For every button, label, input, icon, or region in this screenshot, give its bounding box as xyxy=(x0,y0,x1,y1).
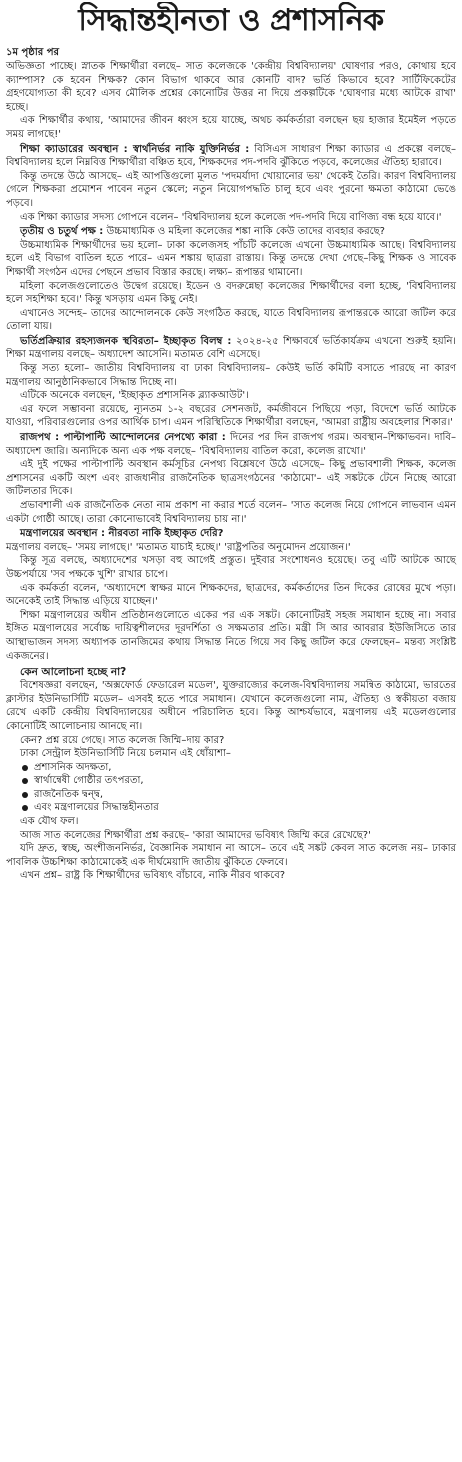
paragraph: মহিলা কলেজগুলোতেও উদ্বেগ রয়েছে। ইডেন ও বদরুন্নেছা কলেজের শিক্ষার্থীদের বলা হচ্ছে, 'বিশ্ববিদ্যালয় হলে সহশিক্ষা হবে।' কিন্তু খসড়ায় এমন কিছু নেই। xyxy=(6,280,456,306)
paragraph: উচ্চমাধ্যমিক শিক্ষার্থীদের ভয় হলো– ঢাকা কলেজসহ পাঁচটি কলেজে এখনো উচ্চমাধ্যমিক আছে। বিশ্ববিদ্যালয় হলে এই বিভাগ বাতিল হতে পারে– এমন শঙ্কায় ছাত্ররা রাস্তায়। কিন্তু তদন্তে দেখা গেছে–কিছু শিক্ষক ও সাবেক শিক্ষার্থী সংগঠন এদের পেছনে প্রভাব বিস্তার করছে। লক্ষ্য– রূপান্তর থামানো। xyxy=(6,239,456,278)
paragraph: অভিজ্ঞতা পাচ্ছে। স্নাতক শিক্ষার্থীরা বলছে– সাত কলেজকে 'কেন্দ্রীয় বিশ্ববিদ্যালয়' ঘোষণার পরও, কোথায় হবে ক্যাম্পাস? কে হবেন শিক্ষক? কোন বিভাগ থাকবে আর কোনটি বাদ? ভর্তি কিভাবে হবে? সার্টিফিকেটের গ্রহণযোগ্যতা কী হবে? এসব মৌলিক প্রশ্নের কোনোটির উত্তর না দিয়ে প্রকল্পটিকে 'ঘোষণার মধ্যে আটকে রাখা' হচ্ছে। xyxy=(6,61,456,113)
paragraph: এটিকে অনেকে বলছেন, 'ইচ্ছাকৃত প্রশাসনিক ব্ল্যাকআউট'। xyxy=(20,390,249,402)
paragraph: কিন্তু তদন্তে উঠে আসছে– এই আপত্তিগুলো মূলত 'পদমর্যাদা খোয়ানোর ভয়' থেকেই তৈরি। কারণ বিশ্ববিদ্যালয় গেলে শিক্ষকরা প্রমোশন পাবেন নতুন স্কেলে; নতুন নিয়োগপদ্ধতি চালু হবে এবং পুরনো ক্ষমতা কাঠামো ভেঙে পড়বে। xyxy=(6,170,456,209)
paragraph: এক কর্মকর্তা বলেন, 'অধ্যাদেশে স্বাক্ষর মানে শিক্ষকদের, ছাত্রদের, কর্মকর্তাদের তিন দিকের রোষের মুখে পড়া। অনেকেই তাই সিদ্ধান্ত এড়িয়ে যাচ্ছেন।' xyxy=(6,582,456,608)
paragraph: এখানেও সন্দেহ– তাদের আন্দোলনকে কেউ সংগঠিত করছে, যাতে বিশ্ববিদ্যালয় রূপান্তরকে আরো জটিল করে তোলা যায়। xyxy=(6,307,456,333)
bullet-list xyxy=(20,761,456,815)
paragraph: কিন্তু সূত্র বলছে, অধ্যাদেশের খসড়া বহু আগেই প্রস্তুত। দুইবার সংশোধনও হয়েছে। তবু এটি আটকে আছে উচ্চপর্যায়ে 'সব পক্ষকে খুশি' রাখার চাপে। xyxy=(6,555,456,580)
section-text: বিসিএস সাধারণ শিক্ষা ক্যাডার এ প্রকল্পে বলছে– বিশ্ববিদ্যালয় হলে নিম্নবিত্ত শিক্ষার্থীরা বঞ্চিত হবে, শিক্ষকদের পদ-পদবি ঝুঁকিতে পড়বে, কলেজের ঐতিহ্য হারাবে। xyxy=(6,143,456,169)
paragraph: বিশেষজ্ঞরা বলছেন, 'অক্সফোর্ড ফেডারেল মডেল', যুক্তরাজ্যের কলেজ-বিশ্ববিদ্যালয় সমন্বিত কাঠামো, ভারতের ক্লাস্টার ইউনিভার্সিটি মডেল– এসবই হতে পারে সমাধান। যেখানে কলেজগুলো নাম, ঐতিহ্য ও স্বকীয়তা বজায় রেখে একটি কেন্দ্রীয় বিশ্ববিদ্যালয়ের অধীনে পরিচালিত হবে। কিন্তু আশ্চর্যভাবে, মন্ত্রণালয় এই মডেলগুলোর কোনোটিই আলোচনায় আনছে না। xyxy=(6,680,456,732)
paragraph: কিন্তু সত্য হলো– জাতীয় বিশ্ববিদ্যালয় বা ঢাকা বিশ্ববিদ্যালয়– কেউই ভর্তি কমিটি বসাতে পারছে না কারণ মন্ত্রণালয় আনুষ্ঠানিকভাবে সিদ্ধান্ত দিচ্ছে না। xyxy=(6,363,456,388)
article-headline: সিদ্ধান্তহীনতা ও প্রশাসনিক xyxy=(78,3,384,38)
bullet-icon xyxy=(22,805,28,811)
bullet-icon xyxy=(22,778,28,784)
list-item: রাজনৈতিক দ্বন্দ্ব, xyxy=(20,788,456,802)
paragraph: প্রভাবশালী এক রাজনৈতিক নেতা নাম প্রকাশ না করার শর্তে বলেন– 'সাত কলেজ নিয়ে গোপনে লাভবান এমন একটা গোষ্ঠী আছে। তারা কোনোভাবেই বিশ্ববিদ্যালয় চায় না।' xyxy=(6,500,456,525)
article-page xyxy=(0,2,462,1462)
list-item: এবং মন্ত্রণালয়ের সিদ্ধান্তহীনতার xyxy=(20,801,456,815)
paragraph: মন্ত্রণালয় বলছে– 'সময় লাগছে।' 'মতামত যাচাই হচ্ছে।' 'রাষ্ট্রপতির অনুমোদন প্রয়োজন।' xyxy=(6,541,351,553)
section-heading: রাজপথ : পাল্টাপাল্টি আন্দোলনের নেপথ্যে কারা : xyxy=(20,432,226,444)
paragraph: কেন? প্রশ্ন রয়ে গেছে। সাত কলেজ জিম্মি–দায় কার? xyxy=(20,734,225,746)
section-paragraph xyxy=(6,143,456,170)
paragraph: এর ফলে সম্ভাবনা রয়েছে, ন্যূনতম ১-২ বছরের সেশনজট, কর্মজীবনে পিছিয়ে পড়া, বিদেশে ভর্তি আটকে যাওয়া, পরিবারগুলোর ওপর আর্থিক চাপ। এমন পরিস্থিতিকে শিক্ষার্থীরা বলছেন, 'আমরা রাষ্ট্রীয় অবহেলার শিকার।' xyxy=(6,403,456,429)
paragraph: শিক্ষা মন্ত্রণালয়ের অধীন প্রতিষ্ঠানগুলোতে একের পর এক সঙ্কট। কোনোটিরই সহজ সমাধান হচ্ছে না। সবার ইঙ্গিত মন্ত্রণালয়ের সর্বোচ্চ দায়িত্বশীলদের দূরদর্শিতা ও সক্ষমতার প্রতি। মন্ত্রী সি আর আবরার ইউজিসিতে তার আস্থাভাজন সদস্য অধ্যাপক তানজিমের কথায় সিদ্ধান্ত নিতে গিয়ে সব কিছু জটিল করে ফেলছেন– মন্তব্য সংশ্লিষ্ট একজনের। xyxy=(6,609,456,662)
section-paragraph xyxy=(6,335,456,362)
paragraph: যদি দ্রুত, স্বচ্ছ, অংশীজননির্ভর, বৈজ্ঞানিক সমাধান না আসে– তবে এই সঙ্কট কেবল সাত কলেজ নয়– ঢাকার পাবলিক উচ্চশিক্ষা কাঠামোকেই এক দীর্ঘমেয়াদি জাতীয় ঝুঁকিতে ফেলবে। xyxy=(6,843,456,868)
section-heading: কেন আলোচনা হচ্ছে না? xyxy=(20,666,127,679)
paragraph: এখন প্রশ্ন– রাষ্ট্র কি শিক্ষার্থীদের ভবিষ্যৎ বাঁচাবে, নাকি নীরব থাকবে? xyxy=(20,870,286,882)
section-heading: তৃতীয় ও চতুর্থ পক্ষ : xyxy=(20,226,104,238)
paragraph: এক যৌথ ফল। xyxy=(20,816,79,828)
section-text: ২০২৪-২৫ শিক্ষাবর্ষে ভর্তিকার্যক্রম এখনো শুরুই হয়নি। শিক্ষা মন্ত্রণালয় বলছে– অধ্যাদেশ আসেনি। মতামত বেশি এসেছে। xyxy=(6,335,456,361)
section-heading: ভর্তিপ্রক্রিয়ার রহস্যজনক স্থবিরতা– ইচ্ছাকৃত বিলম্ব : xyxy=(20,335,232,347)
continued-from-label: ১ম পৃষ্ঠার পর xyxy=(6,47,59,58)
section-paragraph xyxy=(6,225,456,239)
list-item: প্রশাসনিক অদক্ষতা, xyxy=(20,761,456,775)
list-item: স্বার্থান্বেষী গোষ্ঠীর তৎপরতা, xyxy=(20,774,456,788)
paragraph: ঢাকা সেন্ট্রাল ইউনিভার্সিটি নিয়ে চলমান এই ধোঁয়াশা– xyxy=(20,748,231,760)
paragraph: এক শিক্ষার্থীর কথায়, 'আমাদের জীবন ধ্বংস হয়ে যাচ্ছে, অথচ কর্মকর্তারা বলছেন ছয় হাজার ইমেইল পড়তে সময় লাগছে!' xyxy=(6,115,456,140)
section-text: উচ্চমাধ্যমিক ও মহিলা কলেজের শঙ্কা নাকি কেউ তাদের ব্যবহার করছে? xyxy=(106,226,385,238)
paragraph: এই দুই পক্ষের পাল্টাপাল্টি অবস্থান কর্মসূচির নেপথ্য বিশ্লেষণে উঠে এসেছে– কিছু প্রভাবশালী শিক্ষক, কলেজ প্রশাসনের একটি অংশ এবং রাজধানীর রাজনৈতিক ছাত্রসংগঠনের 'কাঠামো'– এই সঙ্কটকে টেনে নিচ্ছে আরো জটিলতার দিকে। xyxy=(6,459,456,498)
section-heading: মন্ত্রণালয়ের অবস্থান : নীরবতা নাকি ইচ্ছাকৃত দেরি? xyxy=(20,528,224,540)
section-paragraph xyxy=(6,527,456,541)
bullet-icon xyxy=(22,765,28,771)
section-heading: শিক্ষা ক্যাডারের অবস্থান : স্বার্থনির্ভর নাকি যুক্তিনির্ভর : xyxy=(20,143,250,155)
bullet-icon xyxy=(22,792,28,798)
paragraph: এক শিক্ষা ক্যাডার সদস্য গোপনে বলেন– 'বিশ্ববিদ্যালয় হলে কলেজে পদ-পদবি দিয়ে বাণিজ্য বন্ধ হয়ে যাবে।' xyxy=(20,211,442,223)
section-text: দিনের পর দিন রাজপথ গরম। অবস্থান–শিক্ষাভবন। দাবি–অধ্যাদেশ জারি। অন্যদিকে অন্য এক পক্ষ বলছে– 'বিশ্ববিদ্যালয় বাতিল করো, কলেজ রাখো।' xyxy=(6,432,456,457)
section-paragraph xyxy=(6,431,456,458)
paragraph: আজ সাত কলেজের শিক্ষার্থীরা প্রশ্ন করছে– 'কারা আমাদের ভবিষ্যৎ জিম্মি করে রেখেছে?' xyxy=(20,829,371,841)
